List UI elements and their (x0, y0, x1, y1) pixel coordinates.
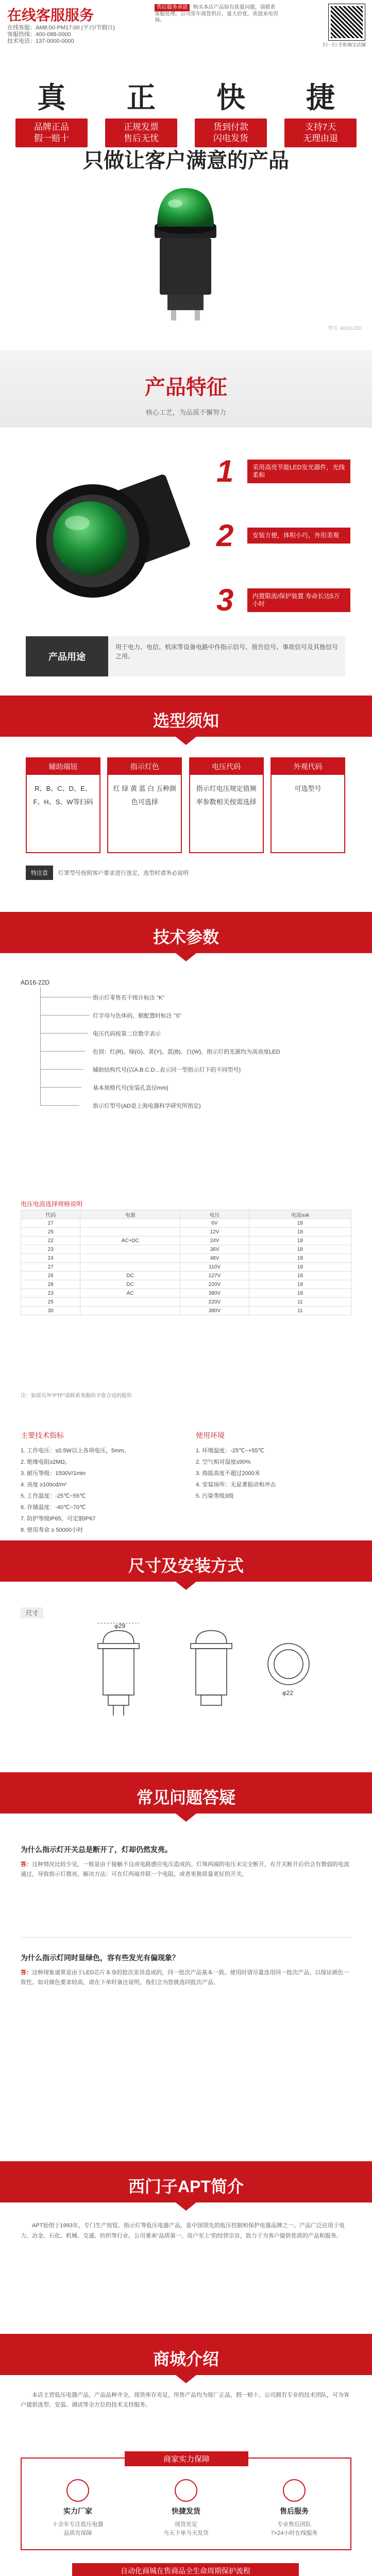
table-cell: 220V (180, 1280, 249, 1289)
table-row (21, 1280, 351, 1289)
table-cell (80, 1228, 180, 1236)
table-cell (80, 1254, 180, 1263)
table-row (21, 1298, 351, 1307)
spec-item: 2. 绝缘电阻≥2MΩ。 (21, 1459, 71, 1465)
usage-text: 用于电力、电信、机床等设备电路中作指示信号、预告信号、事故信号及其他信号之用。 (108, 636, 345, 676)
section-header-about: 西门子APT简介 (0, 2161, 372, 2202)
down-arrow-icon (176, 2375, 196, 2383)
table-row (21, 1263, 351, 1272)
feature-item: 2 安装方便，体积小巧，外形美观 (216, 518, 356, 553)
table-cell: 220V (180, 1298, 249, 1307)
model-code-diagram: AD16-22D 指示灯零售若干统计标注 "K" 灯字母与色体码，据配置时标注 "S" 电压代码按第二位数字表示 色别：红(R)、绿(G)、黄(Y)、蓝(B)、白(W)，指示灯的光源均为高亮度LED 辅助结构代号(以A.B.C.D...表示同一型指示灯下的不同型号) 基本规格代号(安装孔直径mm) 指示灯型号(AD是上海电器科学研究所指定) (21, 979, 280, 1109)
mall-guarantee-item: 实力厂家 十余年专注低压电器 品质有保障 (29, 2479, 127, 2538)
table-cell: 18 (249, 1254, 351, 1263)
table-header-cell: 电源 (80, 1210, 180, 1219)
spec-item: 4. 安装场所：无显著振动和冲击 (196, 1482, 276, 1488)
down-arrow-icon (176, 2202, 196, 2211)
dimension-d2: φ22 (282, 1689, 294, 1697)
table-row (21, 1254, 351, 1263)
table-cell: 25 (21, 1298, 80, 1307)
down-arrow-icon (176, 1582, 196, 1590)
feature-item: 3 内置限流/保护装置 寿命长达5万小时 (216, 582, 356, 618)
qr-caption: 扫一扫 手机淘宝店铺 (323, 42, 366, 47)
features-subtitle: 核心工艺，为品质不懈努力 (145, 409, 226, 416)
table-row (21, 1219, 351, 1228)
table-cell (80, 1307, 180, 1315)
table-cell: 18 (249, 1219, 351, 1228)
guide-column: 电压代码 指示灯电压规定值频率参数相关按需选择 (189, 757, 264, 853)
table-header-cell: 代码 (21, 1210, 80, 1219)
promise-fast: 快 货到付款 闪电发货 (195, 77, 267, 147)
table-row (21, 1236, 351, 1245)
table-cell (80, 1263, 180, 1272)
table-header-cell: 电流mA (249, 1210, 351, 1219)
table-cell (80, 1298, 180, 1307)
table-cell: AC (80, 1289, 180, 1298)
table-cell (80, 1245, 180, 1254)
selection-guide (26, 757, 345, 853)
section-header-faq: 常见问题答疑 (0, 1772, 372, 1814)
table-cell: 18 (249, 1236, 351, 1245)
table-cell: 6V (180, 1219, 249, 1228)
table-cell: 110V (180, 1263, 249, 1272)
down-arrow-icon (176, 1814, 196, 1822)
table-cell: 48V (180, 1254, 249, 1263)
table-cell: 24V (180, 1236, 249, 1245)
section-header-dimensions: 尺寸及安装方式 (0, 1540, 372, 1582)
table-cell: 18 (249, 1280, 351, 1289)
voltage-table-title: 电压电流选择规格说明 (21, 1200, 83, 1208)
table-cell: 27 (21, 1219, 80, 1228)
table-cell (80, 1219, 180, 1228)
feature-item: 1 采用高亮节能LED发光器件，光线柔和 (216, 453, 356, 489)
faq-question: 为什么指示灯同时显绿色，容有些发光有偏现象？ (21, 1954, 179, 1962)
dimension-d1: φ29 (114, 1623, 126, 1630)
table-cell: 12V (180, 1228, 249, 1236)
mall-guarantee-item: 售后服务 专业售后团队 7×24小时在线服务 (245, 2479, 343, 2538)
slogan: 只做让客户满意的产品 (83, 148, 289, 173)
spec-item: 3. 耐压等级：1500V/1min (21, 1470, 86, 1477)
table-cell: 25 (21, 1228, 80, 1236)
table-row (21, 1272, 351, 1280)
dimension-drawing (31, 1623, 340, 1726)
section-header-selection: 选型须知 (0, 696, 372, 737)
features-list (216, 453, 356, 647)
section-header-tech: 技术参数 (0, 912, 372, 953)
indicator-lamp-image (139, 178, 232, 322)
table-cell: 28 (21, 1280, 80, 1289)
mall-intro: 本店主营低压电器产品，产品品种齐全，现货库存充足，所售产品均为原厂正品，假一赔十。公司拥有专业的技术团队，可为客户提供选型、安装、调试等全方位的技术支持服务。 (21, 2392, 349, 2408)
voltage-table (21, 1210, 351, 1315)
headset-icon (283, 2479, 306, 2502)
table-cell: 127V (180, 1272, 249, 1280)
faq-answer: 答：这种情况比较少见，一般是由于接触不良或电路感应电压造成的。灯珠两端的电压未完全断开，在开关断开后仍会有微弱的电流通过，导致指示灯微亮。解决方法：可在灯两端并联一个电阻，或者更换质量更好的开关。 (21, 1861, 349, 1877)
down-arrow-icon (176, 953, 196, 961)
indicator-lamp-angled-image (26, 443, 196, 613)
table-row (21, 1307, 351, 1315)
spec-item: 8. 使用寿命 ≥ 50000小时 (21, 1527, 83, 1533)
table-cell: DC (80, 1272, 180, 1280)
spec-item: 1. 环境温度：-25℃~+55℃ (196, 1448, 264, 1454)
table-header-cell: 电压 (180, 1210, 249, 1219)
mall-guarantee-box: 商家实力保障 实力厂家 十余年专注低压电器 品质有保障 快捷发货 现货充足 当天下单当天发货 售后服务 专业售后团队 7×24小时在线服务 (21, 2458, 351, 2550)
spec-item: 7. 防护等级IP65，可定制IP67 (21, 1516, 96, 1522)
service-title: 在线客服服务 (7, 7, 94, 23)
spec-item: 3. 海拔高度不超过2000米 (196, 1470, 260, 1477)
section-header-mall: 商城介绍 (0, 2334, 372, 2375)
spec-item: 2. 空气相对湿度≤90% (196, 1459, 251, 1465)
table-cell: 23 (21, 1289, 80, 1298)
table-cell: AC+DC (80, 1236, 180, 1245)
usage-bar (26, 636, 345, 676)
table-cell: 24 (21, 1254, 80, 1263)
table-cell: 18 (249, 1272, 351, 1280)
table-cell: 30 (21, 1307, 80, 1315)
table-cell: 23 (21, 1245, 80, 1254)
guide-column: 辅助端钮 R、B、C、D、E、F、H、S、W等扫码 (26, 757, 100, 853)
table-cell: 18 (249, 1245, 351, 1254)
factory-icon (66, 2479, 89, 2502)
table-cell: 36V (180, 1245, 249, 1254)
model-code: AD16-22D (21, 979, 50, 986)
faq-answer: 答：这种现象通常是由于LED芯片本身的批次差异造成的，同一批次产品基本一致。使用时请尽量选用同一批次产品，以保证颜色一致性。如对颜色要求较高，请在下单时备注说明，我们会为您挑选同批次产品。 (21, 1970, 349, 1986)
faq-question: 为什么指示灯开关总是断开了，灯却仍然发亮。 (21, 1845, 172, 1854)
spec-item: 6. 存储温度：-40℃~70℃ (21, 1504, 86, 1511)
spec-item: 1. 工作电压：≤0.5W以上各项电压，5mm。 (21, 1448, 130, 1454)
spec-right: 使用环境 1. 环境温度：-25℃~+55℃ 2. 空气相对湿度≤90% 3. 海拔高度不超过2000米 4. 安装场所：无显著振动和冲击 5. 污染等级3级 (196, 1430, 350, 1502)
table-row (21, 1245, 351, 1254)
promise-authentic: 真 品牌正品 假一赔十 (15, 77, 88, 147)
table-cell: 380V (180, 1289, 249, 1298)
promise-return: 捷 支持7天 无理由退 (284, 77, 357, 147)
selection-note: 特注意 灯罩型号按照客户要求进行选定，选型时请务必说明 (26, 866, 345, 880)
qr-code-icon[interactable] (329, 4, 365, 40)
guide-column: 外观代码 可选型号 (270, 757, 345, 853)
mall-guarantee-item: 快捷发货 现货充足 当天下单当天发货 (137, 2479, 235, 2538)
down-arrow-icon (176, 737, 196, 745)
service-header (0, 0, 372, 47)
table-cell: 18 (249, 1289, 351, 1298)
watermark: 型号: AD16-22D (328, 326, 362, 331)
spec-item: 5. 污染等级3级 (196, 1493, 234, 1499)
table-cell: DC (80, 1280, 180, 1289)
spec-item: 4. 亮度 ≥100cd/m² (21, 1482, 67, 1488)
table-row (21, 1228, 351, 1236)
promise-row (15, 77, 357, 147)
table-cell: 11 (249, 1307, 351, 1315)
guide-column: 指示灯色 红 绿 黄 蓝 白 五种颜色可选择 (107, 757, 182, 853)
table-cell: 26 (21, 1272, 80, 1280)
table-cell: 22 (21, 1236, 80, 1245)
features-title: 产品特征 (145, 376, 227, 399)
usage-label: 产品用途 (26, 636, 108, 676)
spec-left: 主要技术指标 1. 工作电压：≤0.5W以上各项电压，5mm。 2. 绝缘电阻≥2MΩ。 3. 耐压等级：1500V/1min 4. 亮度 ≥100cd/m² 5. 工作温度：-25℃~55℃ 6. 存储温度：-40℃~70℃ 7. 防护等级IP65，可定制IP67 8. 使用寿命 ≥ 50000小时 (21, 1430, 175, 1536)
about-text: APT始创于1993年，专门生产按钮、指示灯等低压电器产品，是中国领先的低压控制和保护电器品牌之一。产品广泛应用于电力、冶金、石化、机械、交通、纺织等行业。公司秉承"品质第一、用户至上"的经营宗旨，致力于为客户提供优质的产品和服务。 (21, 2223, 345, 2239)
table-cell: 18 (249, 1263, 351, 1272)
service-notice: 售后服务承诺 购买本店产品如有质量问题，请联系客服处理。公司常年现货供应，量大价优，欢迎来电咨询。 (155, 5, 278, 23)
table-cell: 11 (249, 1298, 351, 1307)
table-cell: 27 (21, 1263, 80, 1272)
table-row (21, 1289, 351, 1298)
promise-invoice: 正 正规发票 售后无忧 (105, 77, 177, 147)
service-info: 在线客服：AM8:00-PM17:00 (平日/节假日) 客服热线：400-088-0000 技术电话：137-0000-0000 (7, 25, 115, 44)
voltage-table-note: 注：如需另外"PTF"请联系客服给予您合适的报价 (21, 1393, 132, 1399)
truck-icon (175, 2479, 197, 2502)
table-cell: 18 (249, 1228, 351, 1236)
flow-title: 自动化商城在售商品全生命周期保护流程 (72, 2563, 299, 2576)
dimensions-label: 尺寸 (21, 1607, 43, 1618)
spec-item: 5. 工作温度：-25℃~55℃ (21, 1493, 86, 1499)
table-cell: 380V (180, 1307, 249, 1315)
